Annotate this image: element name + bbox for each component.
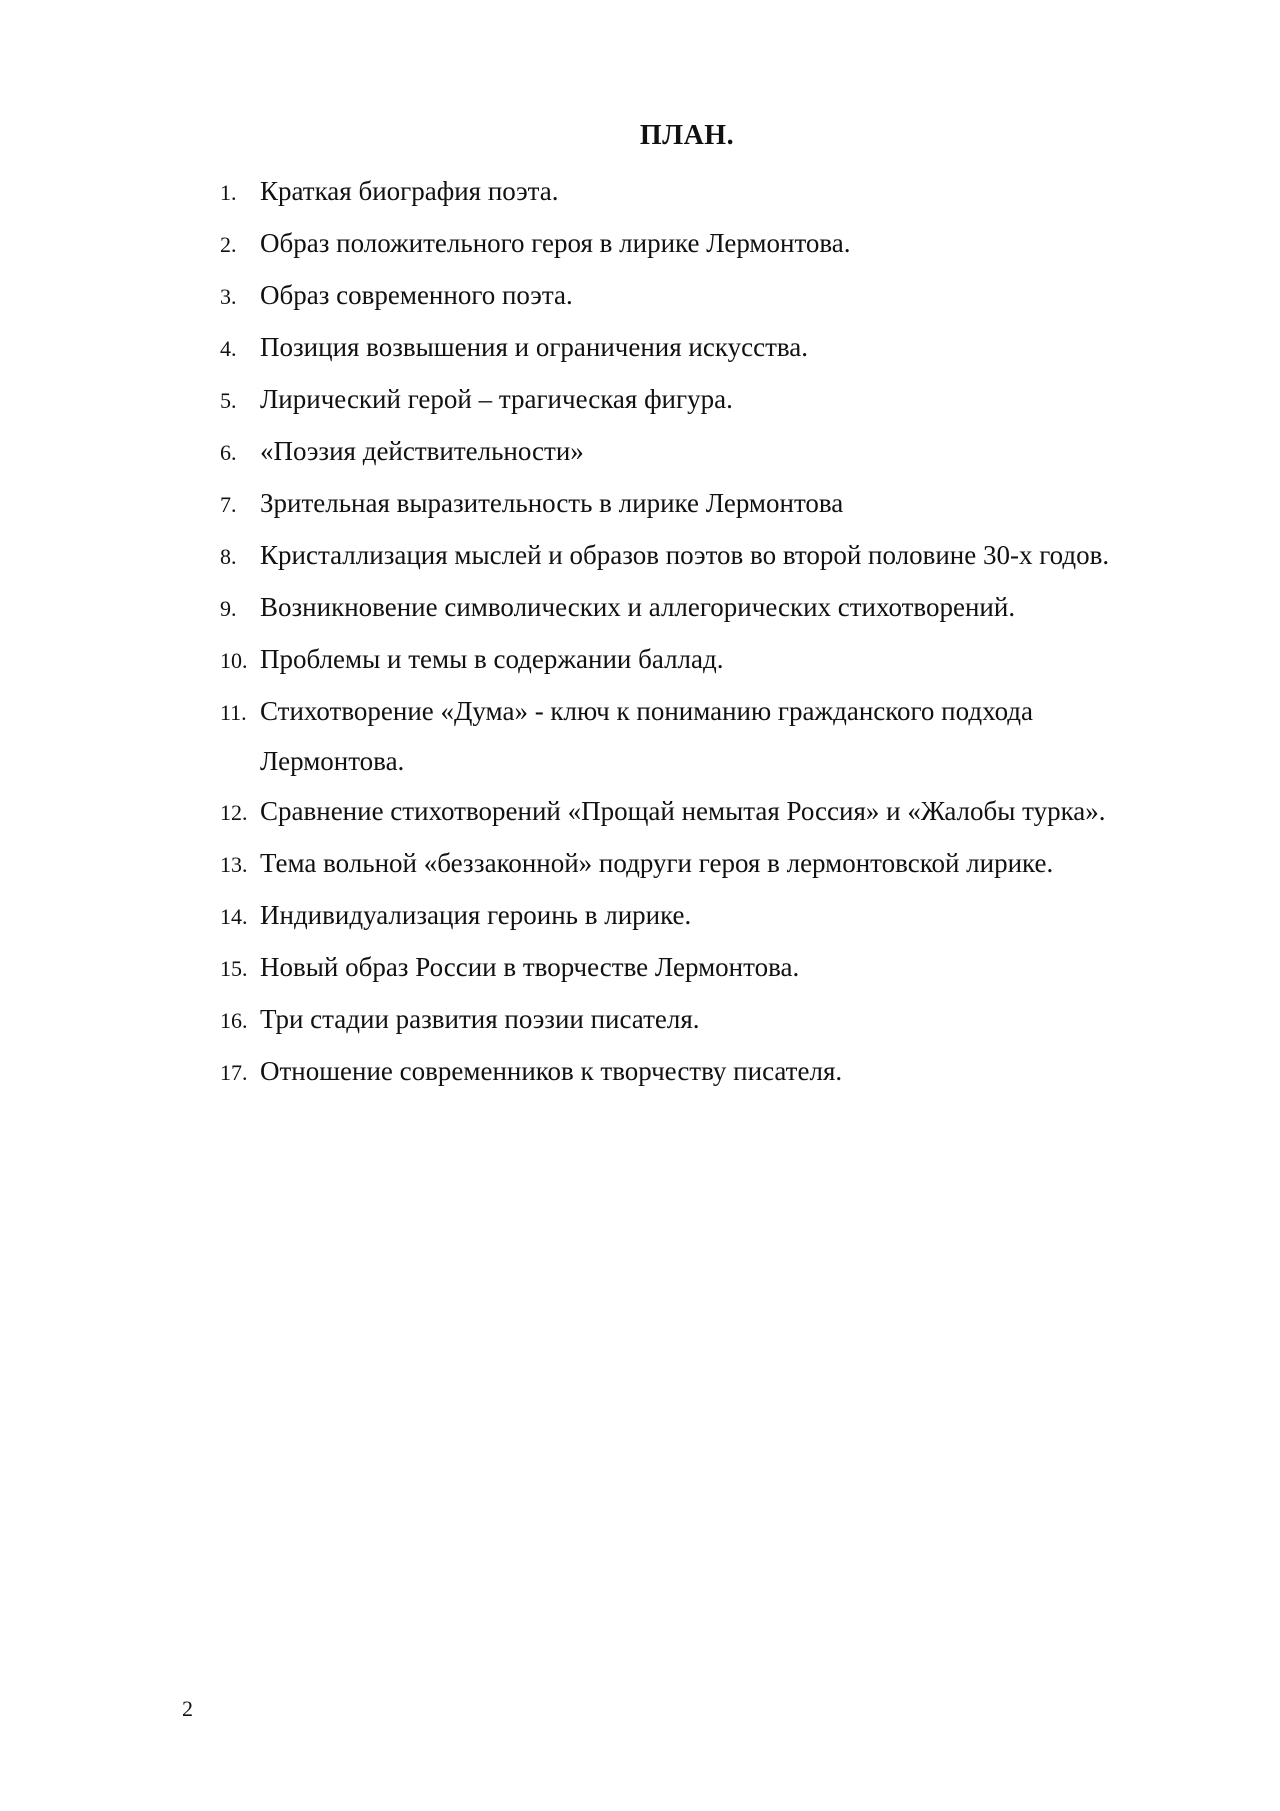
list-item [220,374,1160,426]
list-item [220,218,1160,270]
item-text: Зрительная выразительность в лирике Лермонтова [260,488,844,518]
item-text: Проблемы и темы в содержании баллад. [260,644,724,674]
item-text: Лирический герой – трагическая фигура. [260,384,733,414]
list-item [220,478,1160,530]
item-text: Сравнение стихотворений «Прощай немытая Россия» и «Жалобы турка». [260,796,1106,826]
page-number: 2 [182,1696,193,1721]
item-number: 11. [220,700,247,725]
item-number: 2. [220,232,237,257]
item-text: Позиция возвышения и ограничения искусства. [260,332,808,362]
page-title: ПЛАН. [639,120,735,151]
item-number: 13. [220,852,248,877]
list-item [220,786,1160,838]
list-item [220,426,1160,478]
item-text: Отношение современников к творчеству писателя. [260,1056,843,1086]
item-number: 8. [220,544,237,569]
list-item [220,942,1160,994]
list-item [220,270,1160,322]
list-item [220,530,1160,582]
list-item [220,166,1160,218]
list-item [220,634,1160,686]
list-item [220,890,1160,942]
item-text: Краткая биография поэта. [260,176,559,206]
list-item [220,322,1160,374]
list-item [220,582,1160,634]
item-number: 5. [220,388,237,413]
item-number: 6. [220,440,237,465]
item-number: 12. [220,800,248,825]
item-text: «Поэзия действительности» [260,436,584,466]
item-text: Новый образ России в творчестве Лермонтова. [260,952,800,982]
list-item [220,838,1160,890]
item-number: 17. [220,1060,248,1085]
item-number: 15. [220,956,248,981]
item-number: 16. [220,1008,248,1033]
item-number: 4. [220,336,237,361]
item-text: Возникновение символических и аллегорических стихотворений. [260,592,1016,622]
item-text: Тема вольной «беззаконной» подруги героя в лермонтовской лирике. [260,848,1054,878]
item-text: Образ современного поэта. [260,280,573,310]
item-number: 10. [220,648,248,673]
list-item [220,1046,1160,1098]
item-number: 1. [220,180,237,205]
list-item [220,994,1160,1046]
item-text: Образ положительного героя в лирике Лермонтова. [260,228,851,258]
item-text: Три стадии развития поэзии писателя. [260,1004,700,1034]
item-text: Индивидуализация героинь в лирике. [260,900,692,930]
item-number: 9. [220,596,237,621]
item-number: 7. [220,492,237,517]
item-text: Стихотворение «Дума» - ключ к пониманию гражданского подхода Лермонтова. [260,696,1034,776]
list-item [220,686,1160,786]
plan-list [220,166,1160,1098]
item-number: 3. [220,284,237,309]
item-text: Кристаллизация мыслей и образов поэтов во второй половине 30-х годов. [260,540,1110,570]
item-number: 14. [220,904,248,929]
